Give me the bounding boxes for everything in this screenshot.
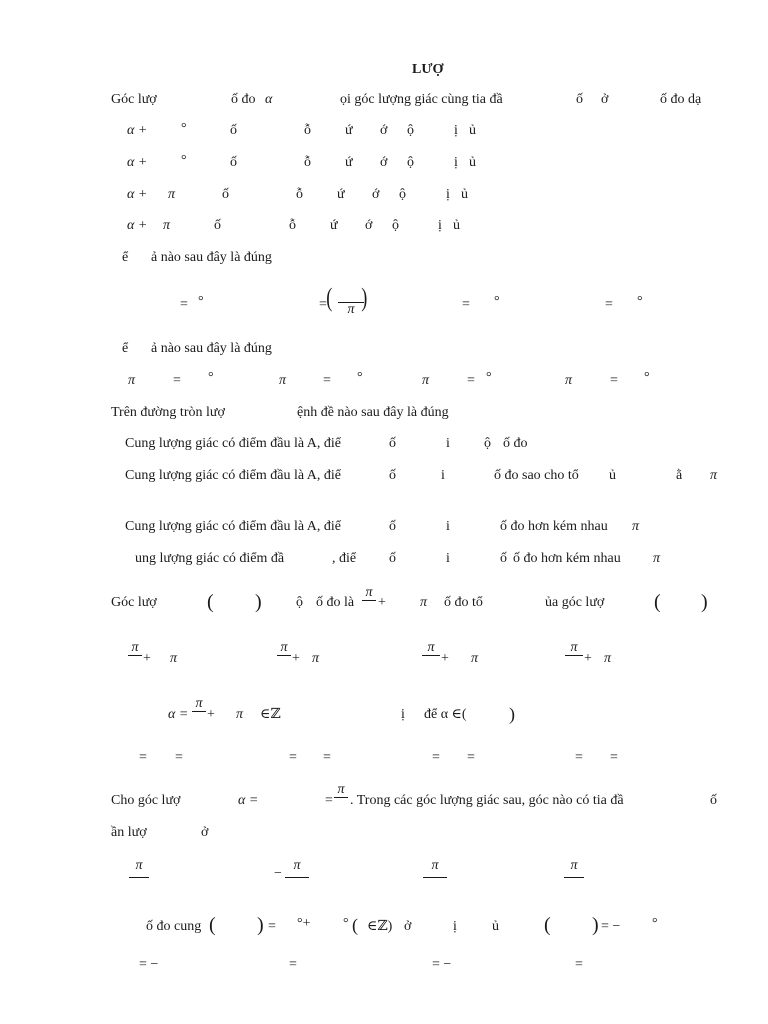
q3-a-deg: ° <box>208 370 214 385</box>
q4-c-t1: ố <box>389 519 396 534</box>
q4-a-t0: Cung lượng giác có điểm đầu là A, điể <box>125 436 342 451</box>
q5-stem-frac-num: π <box>365 585 373 600</box>
q3-b-pi: π <box>279 373 287 388</box>
q8-eq: = <box>268 919 276 934</box>
q4-b-t1: ố <box>389 468 396 483</box>
q5-b-frac <box>277 641 291 656</box>
q2-b-fraction <box>338 290 364 317</box>
q6-c-e1: = <box>432 750 440 765</box>
q6-a-e2: = <box>175 750 183 765</box>
q5-c-pi: π <box>471 651 479 666</box>
q2-b-close-paren: ) <box>361 283 368 312</box>
q3-stem-a: ể <box>122 341 129 356</box>
q3-d-deg: ° <box>644 370 650 385</box>
q5-d-num: π <box>570 640 578 655</box>
q2-b-open-paren: ( <box>326 283 333 312</box>
q5-stem-frac <box>362 586 376 601</box>
q8-option-c[interactable]: = − <box>432 957 452 972</box>
q2-c-deg: ° <box>494 294 500 309</box>
q5-open2: ( <box>654 591 661 613</box>
q1-d-c4: ứ <box>330 218 338 233</box>
q2-b-den: π <box>347 302 355 317</box>
q5-c-frac <box>422 641 440 656</box>
q7-alpha-eq: α = <box>238 793 259 808</box>
q8-option-d[interactable]: = <box>575 957 583 972</box>
q2-b-eq: = <box>319 297 327 312</box>
q1-b-c2: ố <box>230 155 237 170</box>
q7-frac <box>334 783 348 798</box>
q6-inz: ∈ℤ <box>260 707 281 722</box>
q1-c-c3: ỗ <box>296 187 303 202</box>
q6-d-e1: = <box>575 750 583 765</box>
q1-a-c3: ỗ <box>304 123 311 138</box>
q5-a-pi: π <box>170 651 178 666</box>
q4-d-t5: ố đo hơn kém nhau <box>513 551 621 566</box>
q4-stem-a: Trên đường tròn lượ <box>111 405 225 420</box>
q1-b-c1: ° <box>181 153 187 168</box>
q5-stem-a: Góc lượ <box>111 595 157 610</box>
q2-stem-b: ả nào sau đây là đúng <box>151 250 272 265</box>
q1-b-c3: ỗ <box>304 155 311 170</box>
q5-d-frac <box>565 641 583 656</box>
q4-a-t4: ố đo <box>503 436 528 451</box>
q6-pi: π <box>236 707 244 722</box>
q7-d-frac <box>564 859 584 878</box>
q1-b-expr: α + <box>127 155 148 170</box>
q8-w3: ủ <box>492 919 499 934</box>
q5-close1: ) <box>255 591 262 613</box>
q1-stem-part5: ở <box>601 92 609 107</box>
q7-c-frac <box>423 859 447 878</box>
q6-mid: ị <box>401 707 405 722</box>
q1-stem-part3: ọi góc lượng giác cùng tia đầ <box>340 92 503 107</box>
q1-a-c5: ớ <box>380 123 388 138</box>
q1-d-c3: ỗ <box>289 218 296 233</box>
q1-a-c2: ố <box>230 123 237 138</box>
q5-stem-pi: π <box>420 595 428 610</box>
q8-deg2: ° <box>343 916 349 931</box>
q7-eq2: = <box>325 793 333 808</box>
q1-d-c5: ớ <box>365 218 373 233</box>
q1-alpha: α <box>265 92 273 107</box>
q1-c-c1: π <box>168 187 176 202</box>
q5-a-num: π <box>131 640 139 655</box>
q5-c-num: π <box>427 640 435 655</box>
q6-frac <box>192 697 206 712</box>
q8-close1: ) <box>257 914 264 936</box>
q8-inz: ∈ℤ) <box>367 919 393 934</box>
q5-c-plus: + <box>441 651 449 666</box>
q7-b-frac <box>285 859 309 878</box>
q2-c-eq: = <box>462 297 470 312</box>
q1-stem-part1: Góc lượ <box>111 92 157 107</box>
q6-b-e2: = <box>323 750 331 765</box>
q6-close: ) <box>509 704 515 724</box>
q1-a-c1: ° <box>181 121 187 136</box>
q3-b-eq: = <box>323 373 331 388</box>
q1-a-c6: ộ <box>407 123 414 138</box>
q1-stem-part6: ố đo dạ <box>660 92 702 107</box>
q7-stem-b: . Trong các góc lượng giác sau, góc nào có tia đầ <box>350 793 624 808</box>
q6-lhs: α = <box>168 707 189 722</box>
q4-b-t6: π <box>710 468 718 483</box>
q6-a-e1: = <box>139 750 147 765</box>
q4-d-t6: π <box>653 551 661 566</box>
q5-b-num: π <box>280 640 288 655</box>
q3-a-pi: π <box>128 373 136 388</box>
q4-b-t0: Cung lượng giác có điểm đầu là A, điể <box>125 468 342 483</box>
q4-d-t0: ung lượng giác có điểm đầ <box>135 551 285 566</box>
q1-a-expr: α + <box>127 123 148 138</box>
q8-eq2: = − <box>601 919 621 934</box>
q8-w2: ị <box>453 919 457 934</box>
q3-a-eq: = <box>173 373 181 388</box>
q6-tail: để α ∈( <box>424 707 467 722</box>
q1-b-c7: ị <box>454 155 458 170</box>
q1-b-c5: ớ <box>380 155 388 170</box>
q4-b-t3: ố đo sao cho tổ <box>494 468 579 483</box>
page-title: LƯỢ <box>412 62 444 77</box>
q4-b-t4: ủ <box>609 468 616 483</box>
q7-line2-a: ần lượ <box>111 825 147 840</box>
q5-b-plus: + <box>292 651 300 666</box>
q5-b-pi: π <box>312 651 320 666</box>
q3-c-eq: = <box>467 373 475 388</box>
q3-d-eq: = <box>610 373 618 388</box>
q8-open2: ( <box>544 914 551 936</box>
q3-c-pi: π <box>422 373 430 388</box>
q1-c-c6: ộ <box>399 187 406 202</box>
q3-c-deg: ° <box>486 370 492 385</box>
q4-d-t4: ố <box>500 551 507 566</box>
q1-d-expr: α + <box>127 218 148 233</box>
q8-open1: ( <box>209 914 216 936</box>
q4-c-t0: Cung lượng giác có điểm đầu là A, điể <box>125 519 342 534</box>
q4-d-t1: , điể <box>332 551 357 566</box>
q5-close2: ) <box>701 591 708 613</box>
q8-close2: ) <box>592 914 599 936</box>
q1-b-c4: ứ <box>345 155 353 170</box>
q1-a-c4: ứ <box>345 123 353 138</box>
q5-stem-e: ủa góc lượ <box>545 595 605 610</box>
q1-d-c2: ố <box>214 218 221 233</box>
q6-num: π <box>195 696 203 711</box>
q8-option-a[interactable]: = − <box>139 957 159 972</box>
q4-c-t3: ố đo hơn kém nhau <box>500 519 608 534</box>
q4-b-t5: ằ <box>676 468 683 483</box>
q8-deg3: ° <box>652 916 658 931</box>
q4-a-t2: i <box>446 436 450 451</box>
q4-d-t3: i <box>446 551 450 566</box>
q7-a-frac <box>129 859 149 878</box>
q4-a-t3: ộ <box>484 436 491 451</box>
q5-stem-d: ố đo tổ <box>444 595 483 610</box>
q6-d-e2: = <box>610 750 618 765</box>
q5-open1: ( <box>207 591 214 613</box>
q5-a-plus: + <box>143 651 151 666</box>
q8-stem-a: ố đo cung <box>146 919 202 934</box>
q5-stem-b: ộ <box>296 595 303 610</box>
q1-c-c4: ứ <box>337 187 345 202</box>
q4-c-t2: i <box>446 519 450 534</box>
q7-b-num: π <box>293 858 301 873</box>
q4-c-t4: π <box>632 519 640 534</box>
q7-c-num: π <box>431 858 439 873</box>
q8-w1: ở <box>404 919 412 934</box>
q2-d-eq: = <box>605 297 613 312</box>
q7-b-prefix: − <box>274 866 282 881</box>
q2-d-deg: ° <box>637 294 643 309</box>
q3-d-pi: π <box>565 373 573 388</box>
q1-d-c8: ủ <box>453 218 460 233</box>
q5-stem-c: ố đo là <box>316 595 355 610</box>
q8-deg1: °+ <box>297 916 311 931</box>
q6-c-e2: = <box>467 750 475 765</box>
q2-a-deg: ° <box>198 294 204 309</box>
q1-stem-part2: ố đo <box>231 92 256 107</box>
q1-c-c7: ị <box>446 187 450 202</box>
q6-b-e1: = <box>289 750 297 765</box>
q1-c-c2: ố <box>222 187 229 202</box>
q4-stem-b: ệnh đề nào sau đây là đúng <box>297 405 449 420</box>
q1-d-c1: π <box>163 218 171 233</box>
q1-a-c8: ủ <box>469 123 476 138</box>
q1-c-c5: ớ <box>372 187 380 202</box>
q2-stem-a: ể <box>122 250 129 265</box>
q1-b-c6: ộ <box>407 155 414 170</box>
q7-num: π <box>337 782 345 797</box>
q8-cond: ( <box>352 915 358 935</box>
q5-d-pi: π <box>604 651 612 666</box>
q3-stem-b: ả nào sau đây là đúng <box>151 341 272 356</box>
q7-a-num: π <box>135 858 143 873</box>
q1-b-c8: ủ <box>469 155 476 170</box>
q1-c-c8: ủ <box>461 187 468 202</box>
q1-c-expr: α + <box>127 187 148 202</box>
q1-a-c7: ị <box>454 123 458 138</box>
q1-d-c7: ị <box>438 218 442 233</box>
q7-line2-b: ở <box>201 825 209 840</box>
q8-option-b[interactable]: = <box>289 957 297 972</box>
q1-stem-part4: ố <box>576 92 583 107</box>
q5-a-frac <box>128 641 142 656</box>
q7-d-num: π <box>570 858 578 873</box>
q3-b-deg: ° <box>357 370 363 385</box>
q4-a-t1: ố <box>389 436 396 451</box>
q7-stem-c: ố <box>710 793 717 808</box>
q7-stem-a: Cho góc lượ <box>111 793 181 808</box>
q2-a-eq: = <box>180 297 188 312</box>
q4-d-t2: ố <box>389 551 396 566</box>
q5-stem-plus: + <box>378 595 386 610</box>
q6-plus: + <box>207 707 215 722</box>
q5-d-plus: + <box>584 651 592 666</box>
q4-b-t2: i <box>441 468 445 483</box>
q1-d-c6: ộ <box>392 218 399 233</box>
